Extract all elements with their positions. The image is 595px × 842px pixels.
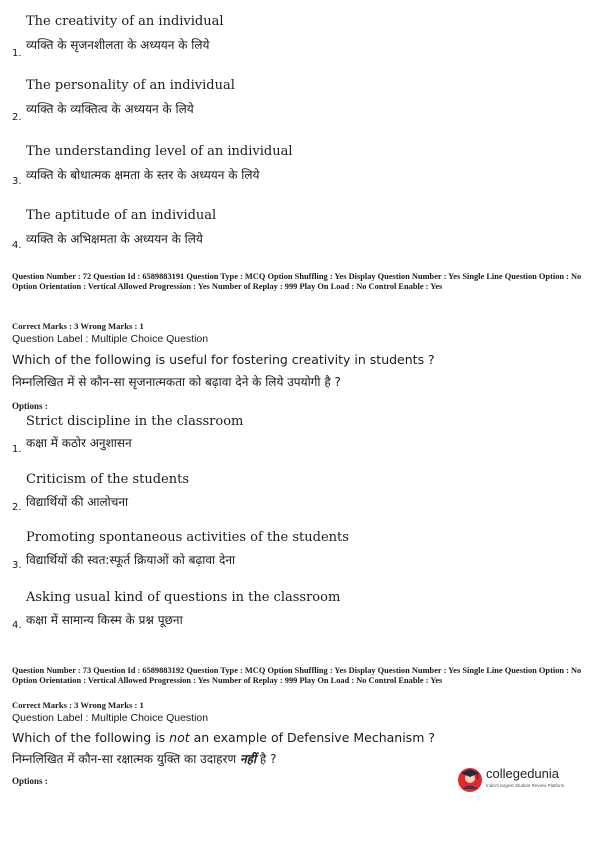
question-marks: Correct Marks : 3 Wrong Marks : 1 (12, 321, 144, 331)
option-text-en: The personality of an individual (26, 78, 235, 93)
option-text-hi: कक्षा में कठोर अनुशासन (26, 436, 132, 450)
emphasis-nahin: नहीं (239, 752, 257, 766)
question-text-hi-pre: निम्नलिखित में कौन-सा रक्षात्मक युक्ति का उदाहरण (12, 752, 240, 766)
question-text-hi-post: है ? (256, 752, 277, 766)
question-meta: Question Number : 72 Question Id : 6589883191 Question Type : MCQ Option Shuffling : Yes Display Question Number : Yes Single Line Question Option : No Option Orientation : Vertical Allowed Progression : Yes Number of Replay : 999 Play On Load : No Control Enable : Yes (12, 272, 582, 291)
options-label: Options : (12, 401, 48, 411)
options-label: Options : (12, 776, 48, 786)
option-item[interactable] (12, 472, 572, 516)
option-text-en: The understanding level of an individual (26, 144, 293, 159)
option-item[interactable] (12, 414, 572, 458)
option-item[interactable] (12, 530, 572, 574)
logo-brand: collegedunia (486, 766, 560, 781)
emphasis-not: not (169, 730, 190, 745)
question-text-hi (12, 750, 276, 767)
option-number: 3. (12, 560, 22, 571)
option-text-en: The aptitude of an individual (26, 208, 217, 223)
question-text-en-pre: Which of the following is (12, 730, 170, 745)
option-text-hi: विद्यार्थियों की आलोचना (26, 495, 129, 509)
option-text-hi: व्यक्ति के व्यक्तित्व के अध्ययन के लिये (26, 102, 194, 116)
option-number: 4. (12, 620, 22, 631)
question-meta: Question Number : 73 Question Id : 6589883192 Question Type : MCQ Option Shuffling : Yes Display Question Number : Yes Single Line Question Option : No Option Orientation : Vertical Allowed Progression : Yes Number of Replay : 999 Play On Load : No Control Enable : Yes (12, 666, 582, 685)
prev-option (12, 14, 572, 60)
option-text-en: Asking usual kind of questions in the classroom (26, 590, 341, 605)
prev-option (12, 144, 572, 190)
prev-option (12, 78, 572, 124)
option-number: 3. (12, 176, 22, 187)
option-text-hi: व्यक्ति के अभिक्षमता के अध्ययन के लिये (26, 232, 203, 246)
question-marks: Correct Marks : 3 Wrong Marks : 1 (12, 700, 144, 710)
question-text-en (12, 730, 435, 745)
logo-tagline: India's largest Student Review Platform (486, 783, 565, 788)
option-number: 2. (12, 502, 22, 513)
question-text-en-post: an example of Defensive Mechanism ? (189, 730, 435, 745)
option-item[interactable] (12, 590, 572, 634)
question-text-hi: निम्नलिखित में से कौन-सा सृजनात्मकता को बढ़ावा देने के लिये उपयोगी है ? (12, 375, 341, 389)
option-number: 4. (12, 240, 22, 251)
question-label: Question Label : Multiple Choice Question (12, 333, 209, 345)
question-text-en: Which of the following is useful for fostering creativity in students ? (12, 352, 435, 367)
option-text-en: Promoting spontaneous activities of the students (26, 530, 349, 545)
option-text-hi: कक्षा में सामान्य किस्म के प्रश्न पूछना (26, 613, 183, 627)
option-text-en: Strict discipline in the classroom (26, 414, 244, 429)
option-number: 1. (12, 48, 22, 59)
option-text-en: Criticism of the students (26, 472, 190, 487)
prev-option (12, 208, 572, 254)
question-label: Question Label : Multiple Choice Question (12, 712, 209, 724)
option-number: 1. (12, 444, 22, 455)
option-text-hi: व्यक्ति के बोधात्मक क्षमता के स्तर के अध्ययन के लिये (26, 168, 260, 182)
graduate-avatar-icon (456, 765, 484, 793)
option-text-hi: व्यक्ति के सृजनशीलता के अध्ययन के लिये (26, 38, 210, 52)
option-text-hi: विद्यार्थियों की स्वत:स्फूर्त क्रियाओं को बढ़ावा देना (26, 553, 236, 567)
collegedunia-logo (456, 765, 581, 793)
option-number: 2. (12, 112, 22, 123)
option-text-en: The creativity of an individual (26, 14, 224, 29)
